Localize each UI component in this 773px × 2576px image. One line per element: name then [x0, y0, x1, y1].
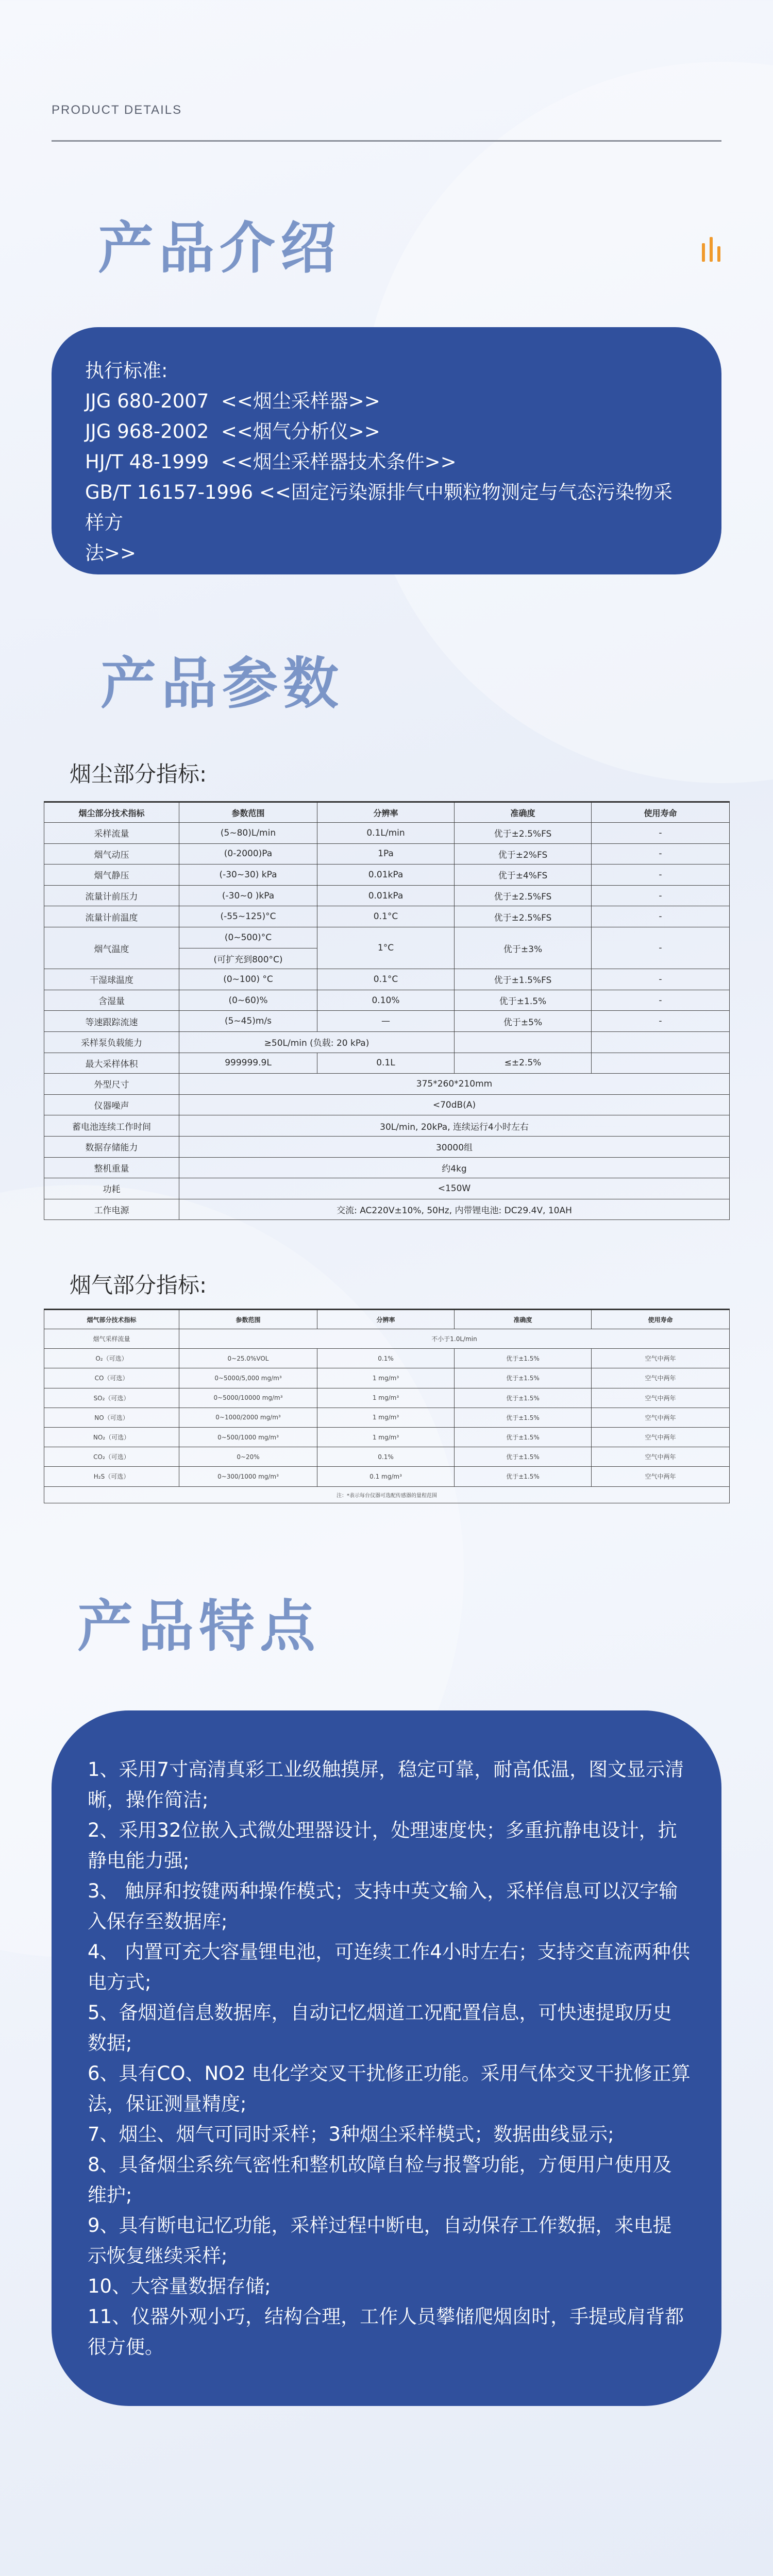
table-row: [44, 823, 730, 844]
table-cell: -: [592, 823, 730, 844]
table-header-row: [44, 1310, 730, 1329]
feature-item: 6、具有CO、NO2 电化学交叉干扰修正功能。采用气体交叉干扰修正算法，保证测量精度;: [88, 2062, 691, 2115]
table-cell: (0~60)%: [179, 990, 317, 1011]
table-cell: 1 mg/m³: [317, 1388, 455, 1408]
table-cell: 0.1°C: [317, 906, 455, 927]
feature-item: 8、具备烟尘系统气密性和整机故障自检与报警功能，方便用户使用及维护;: [88, 2154, 672, 2206]
table-row: [44, 990, 730, 1011]
table-header-cell: 准确度: [455, 802, 592, 823]
table-cell: <150W: [179, 1178, 730, 1199]
table-cell: 流量计前压力: [44, 885, 179, 906]
table-cell: [592, 1053, 730, 1074]
table-cell: 整机重量: [44, 1157, 179, 1178]
table-cell: 优于±2.5%FS: [455, 823, 592, 844]
table-row: [44, 969, 730, 990]
table-cell: 优于±3%: [455, 927, 592, 969]
table-header-cell: 使用寿命: [592, 802, 730, 823]
table-header-cell: 分辨率: [317, 1310, 455, 1329]
table-note: 注：*表示每台仪器可选配传感器的量程范围: [44, 1486, 730, 1503]
table-cell: CO（可选）: [44, 1368, 179, 1388]
feature-item: 10、大容量数据存储;: [88, 2275, 271, 2297]
table-cell: 0.1L/min: [317, 823, 455, 844]
table-cell: -: [592, 843, 730, 865]
table-row: [44, 1467, 730, 1486]
table-cell: -: [592, 990, 730, 1011]
table-cell: 不小于1.0L/min: [179, 1329, 730, 1349]
table-cell: 优于±1.5%: [455, 1388, 592, 1408]
table-cell: 0.01kPa: [317, 885, 455, 906]
gas-spec-table: [44, 1309, 730, 1503]
table-header-cell: 使用寿命: [592, 1310, 730, 1329]
table-cell: 优于±2.5%FS: [455, 885, 592, 906]
standard-line: JJG 680-2007 <<烟尘采样器>>: [85, 390, 380, 412]
table-cell: -: [592, 865, 730, 886]
table-cell: 优于±5%: [455, 1011, 592, 1032]
table-cell: 烟气采样流量: [44, 1329, 179, 1349]
table-cell: 1Pa: [317, 843, 455, 865]
table-row: [44, 1486, 730, 1503]
standard-line: 法>>: [85, 542, 137, 564]
header-divider: [52, 140, 721, 142]
table-cell: 0~300/1000 mg/m³: [179, 1467, 317, 1486]
table-row: [44, 927, 730, 948]
features-card: [52, 1710, 721, 2406]
table-cell: 数据存储能力: [44, 1136, 179, 1157]
product-details-label: PRODUCT DETAILS: [52, 103, 182, 117]
table-header-cell: 参数范围: [179, 802, 317, 823]
table-cell: O₂（可选）: [44, 1349, 179, 1368]
bars-icon: [701, 237, 724, 262]
table-cell: 优于±1.5%: [455, 1408, 592, 1427]
table-cell: 采样流量: [44, 823, 179, 844]
table-cell: 0~20%: [179, 1447, 317, 1467]
table-cell: 仪器噪声: [44, 1094, 179, 1115]
table-cell: 1 mg/m³: [317, 1368, 455, 1388]
table-row: [44, 1427, 730, 1447]
table-cell: 0.1%: [317, 1447, 455, 1467]
table-header-cell: 参数范围: [179, 1310, 317, 1329]
table-cell: 优于±2.5%FS: [455, 906, 592, 927]
table-row: [44, 1349, 730, 1368]
table-cell: 干湿球温度: [44, 969, 179, 990]
table-cell: (0~500)°C: [179, 927, 317, 948]
feature-item: 9、具有断电记忆功能，采样过程中断电，自动保存工作数据，来电提示恢复继续采样;: [88, 2214, 672, 2267]
table-cell: CO₂（可选）: [44, 1447, 179, 1467]
standard-line: HJ/T 48-1999 <<烟尘采样器技术条件>>: [85, 451, 457, 473]
table-row: [44, 1388, 730, 1408]
table-header-row: [44, 802, 730, 823]
table-cell: 工作电源: [44, 1199, 179, 1220]
table-cell: SO₂（可选）: [44, 1388, 179, 1408]
table-cell: 1°C: [317, 927, 455, 969]
table-cell: 优于±1.5%: [455, 1447, 592, 1467]
table-cell: 30L/min, 20kPa, 连续运行4小时左右: [179, 1115, 730, 1137]
table-cell: (-30~0 )kPa: [179, 885, 317, 906]
table-cell: 375*260*210mm: [179, 1074, 730, 1095]
feature-item: 2、采用32位嵌入式微处理器设计，处理速度快；多重抗静电设计，抗静电能力强;: [88, 1819, 677, 1872]
table-cell: 烟气温度: [44, 927, 179, 969]
table-cell: ≤±2.5%: [455, 1053, 592, 1074]
table-row: [44, 1136, 730, 1157]
table-cell: 外型尺寸: [44, 1074, 179, 1095]
table-row: [44, 906, 730, 927]
table-cell: -: [592, 927, 730, 969]
table-cell: 0.01kPa: [317, 865, 455, 886]
table-cell: 烟气动压: [44, 843, 179, 865]
section-title-params: 产品参数: [100, 652, 344, 716]
table-row: [44, 843, 730, 865]
table-cell: 空气中两年: [592, 1467, 730, 1486]
table-cell: (5~45)m/s: [179, 1011, 317, 1032]
table-cell: 优于±2%FS: [455, 843, 592, 865]
feature-item: 11、仪器外观小巧，结构合理，工作人员攀储爬烟囱时，手提或肩背都很方便。: [88, 2306, 684, 2358]
table-cell: (-55~125)°C: [179, 906, 317, 927]
section-title-features: 产品特点: [77, 1595, 321, 1659]
table-cell: 0~1000/2000 mg/m³: [179, 1408, 317, 1427]
table-cell: 优于±1.5%FS: [455, 969, 592, 990]
feature-item: 7、烟尘、烟气可同时采样；3种烟尘采样模式；数据曲线显示;: [88, 2123, 614, 2145]
standard-line: JJG 968-2002 <<烟气分析仪>>: [85, 420, 380, 443]
table-cell: 0.1L: [317, 1053, 455, 1074]
table-row: [44, 1031, 730, 1053]
table-cell: 约4kg: [179, 1157, 730, 1178]
table-cell: 999999.9L: [179, 1053, 317, 1074]
table-cell: -: [592, 906, 730, 927]
table-cell: 等速跟踪流速: [44, 1011, 179, 1032]
table-cell: (5~80)L/min: [179, 823, 317, 844]
table-cell: -: [592, 969, 730, 990]
standards-card: [52, 327, 721, 574]
table-cell: 空气中两年: [592, 1368, 730, 1388]
table-cell: 流量计前温度: [44, 906, 179, 927]
table-cell: 优于±1.5%: [455, 1467, 592, 1486]
table-cell: 优于±1.5%: [455, 990, 592, 1011]
table-cell: 0~25.0%VOL: [179, 1349, 317, 1368]
table-cell: 0~500/1000 mg/m³: [179, 1427, 317, 1447]
table-header-cell: 烟尘部分技术指标: [44, 802, 179, 823]
table-row: [44, 885, 730, 906]
table-cell: (0-2000)Pa: [179, 843, 317, 865]
table-cell: 优于±1.5%: [455, 1349, 592, 1368]
table-cell: NO₂（可选）: [44, 1427, 179, 1447]
table-cell: ≥50L/min (负载: 20 kPa): [179, 1031, 455, 1053]
table-cell: -: [592, 1011, 730, 1032]
table-cell: 0.1%: [317, 1349, 455, 1368]
table-cell: 采样泵负载能力: [44, 1031, 179, 1053]
table-row: [44, 865, 730, 886]
table-row: [44, 1368, 730, 1388]
feature-item: 1、采用7寸高清真彩工业级触摸屏，稳定可靠，耐高低温，图文显示清晰，操作简洁;: [88, 1758, 684, 1811]
table-row: [44, 1408, 730, 1427]
table-row: [44, 1053, 730, 1074]
table-cell: 空气中两年: [592, 1447, 730, 1467]
table-cell: 优于±1.5%: [455, 1368, 592, 1388]
gas-table-heading: 烟气部分指标:: [70, 1273, 207, 1298]
table-cell: 空气中两年: [592, 1349, 730, 1368]
feature-item: 4、 内置可充大容量锂电池，可连续工作4小时左右；支持交直流两种供电方式;: [88, 1941, 690, 1993]
table-header-cell: 分辨率: [317, 802, 455, 823]
table-cell: —: [317, 1011, 455, 1032]
table-cell: [455, 1031, 592, 1053]
table-cell: 0.1 mg/m³: [317, 1467, 455, 1486]
table-cell: 功耗: [44, 1178, 179, 1199]
table-cell: 蓄电池连续工作时间: [44, 1115, 179, 1137]
table-cell: 1 mg/m³: [317, 1408, 455, 1427]
table-cell: 烟气静压: [44, 865, 179, 886]
table-row: [44, 1094, 730, 1115]
table-row: [44, 1115, 730, 1137]
standard-line: GB/T 16157-1996 <<固定污染源排气中颗粒物测定与气态污染物采样方: [85, 481, 673, 534]
table-row: [44, 1329, 730, 1349]
table-cell: 含湿量: [44, 990, 179, 1011]
table-cell: (可扩充到800°C): [179, 948, 317, 969]
dust-spec-table: [44, 801, 730, 1220]
feature-item: 3、 触屏和按键两种操作模式；支持中英文输入，采样信息可以汉字输入保存至数据库;: [88, 1880, 678, 1933]
table-cell: 空气中两年: [592, 1427, 730, 1447]
table-cell: 最大采样体积: [44, 1053, 179, 1074]
table-cell: H₂S（可选）: [44, 1467, 179, 1486]
table-row: [44, 1074, 730, 1095]
table-cell: NO（可选）: [44, 1408, 179, 1427]
table-row: [44, 1011, 730, 1032]
table-cell: (-30~30) kPa: [179, 865, 317, 886]
table-cell: 交流: AC220V±10%, 50Hz, 内带锂电池: DC29.4V, 10AH: [179, 1199, 730, 1220]
table-row: [44, 1178, 730, 1199]
table-cell: 1 mg/m³: [317, 1427, 455, 1447]
standards-heading: 执行标准:: [85, 360, 168, 382]
table-cell: 优于±1.5%: [455, 1427, 592, 1447]
table-cell: 30000组: [179, 1136, 730, 1157]
table-cell: 0~5000/5,000 mg/m³: [179, 1368, 317, 1388]
table-cell: -: [592, 885, 730, 906]
section-title-intro: 产品介绍: [98, 216, 342, 281]
table-cell: [592, 1031, 730, 1053]
table-cell: (0~100) °C: [179, 969, 317, 990]
table-cell: 空气中两年: [592, 1388, 730, 1408]
table-row: [44, 1447, 730, 1467]
feature-item: 5、备烟道信息数据库，自动记忆烟道工况配置信息，可快速提取历史数据;: [88, 2002, 672, 2054]
table-cell: 优于±4%FS: [455, 865, 592, 886]
table-row: [44, 1157, 730, 1178]
table-cell: 0~5000/10000 mg/m³: [179, 1388, 317, 1408]
table-cell: <70dB(A): [179, 1094, 730, 1115]
table-row: [44, 1199, 730, 1220]
table-cell: 空气中两年: [592, 1408, 730, 1427]
dust-table-heading: 烟尘部分指标:: [70, 761, 207, 787]
table-cell: 0.1°C: [317, 969, 455, 990]
table-header-cell: 烟气部分技术指标: [44, 1310, 179, 1329]
table-cell: 0.10%: [317, 990, 455, 1011]
table-header-cell: 准确度: [455, 1310, 592, 1329]
